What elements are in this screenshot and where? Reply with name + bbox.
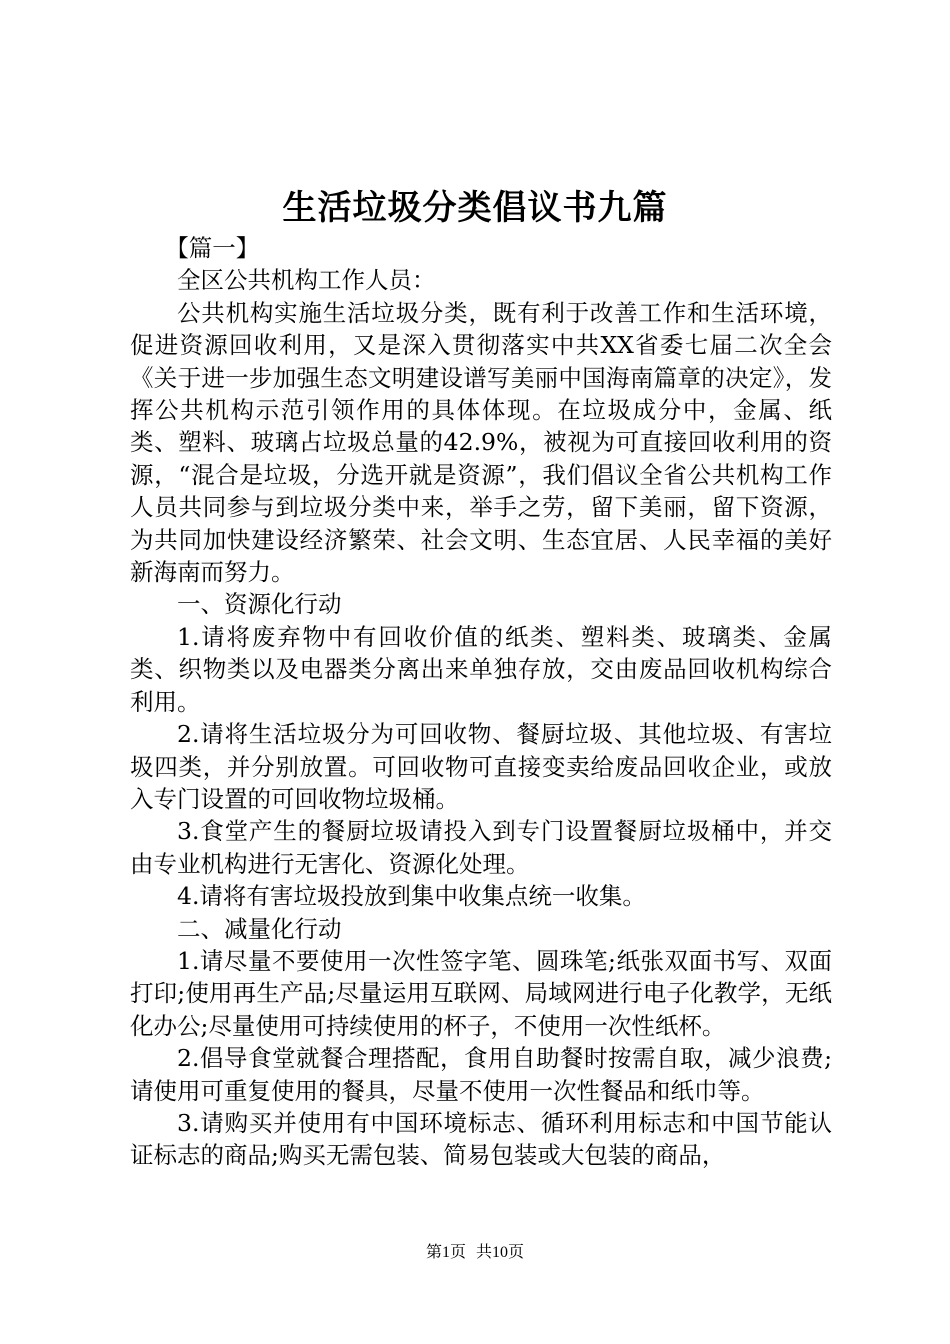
subheading-reduction: 二、减量化行动 — [177, 914, 342, 943]
page-number: 第1页 — [425, 1244, 466, 1261]
document-body — [130, 232, 832, 1172]
salutation: 全区公共机构工作人员： — [177, 266, 436, 295]
list-item: 3.食堂产生的餐厨垃圾请投入到专门设置餐厨垃圾桶中，并交由专业机构进行无害化、资源化处理。 — [130, 817, 832, 878]
section-heading: 【篇一】 — [165, 234, 260, 262]
list-item: 3.请购买并使用有中国环境标志、循环利用标志和中国节能认证标志的商品;购买无需包装、简易包装或大包装的商品， — [130, 1108, 832, 1170]
list-item: 1.请尽量不要使用一次性签字笔、圆珠笔;纸张双面书写、双面打印;使用再生产品;尽量运用互联网、局域网进行电子化教学，无纸化办公;尽量使用可持续使用的杯子，不使用一次性纸杯。 — [130, 946, 832, 1040]
list-item: 4.请将有害垃圾投放到集中收集点统一收集。 — [177, 882, 646, 911]
subheading-resource: 一、资源化行动 — [177, 590, 342, 619]
list-item: 1.请将废弃物中有回收价值的纸类、塑料类、玻璃类、金属类、织物类以及电器类分离出来单独存放，交由废品回收机构综合利用。 — [130, 622, 832, 716]
list-item: 2.请将生活垃圾分为可回收物、餐厨垃圾、其他垃圾、有害垃圾四类，并分别放置。可回收物可直接变卖给废品回收企业，或放入专门设置的可回收物垃圾桶。 — [130, 720, 832, 813]
page-total: 共10页 — [476, 1244, 525, 1261]
page-footer — [0, 1240, 950, 1266]
document-title: 生活垃圾分类倡议书九篇 — [282, 188, 668, 228]
intro-paragraph: 公共机构实施生活垃圾分类，既有利于改善工作和生活环境，促进资源回收利用，又是深入贯彻落实中共XX省委七届二次全会《关于进一步加强生态文明建设谱写美丽中国海南篇章的决定》，发挥公共机构示范引领作用的具体体现。在垃圾成分中，金属、纸类、塑料、玻璃占垃圾总量的42.9%，被视为可直接回收利用的资源，“混合是垃圾，分选开就是资源”，我们倡议全省公共机构工作人员共同参与到垃圾分类中来，举手之劳，留下美丽，留下资源，为共同加快建设经济繁荣、社会文明、生态宜居、人民幸福的美好新海南而努力。 — [130, 298, 832, 587]
list-item: 2.倡导食堂就餐合理搭配，食用自助餐时按需自取，减少浪费;请使用可重复使用的餐具，尽量不使用一次性餐品和纸巾等。 — [130, 1044, 832, 1105]
